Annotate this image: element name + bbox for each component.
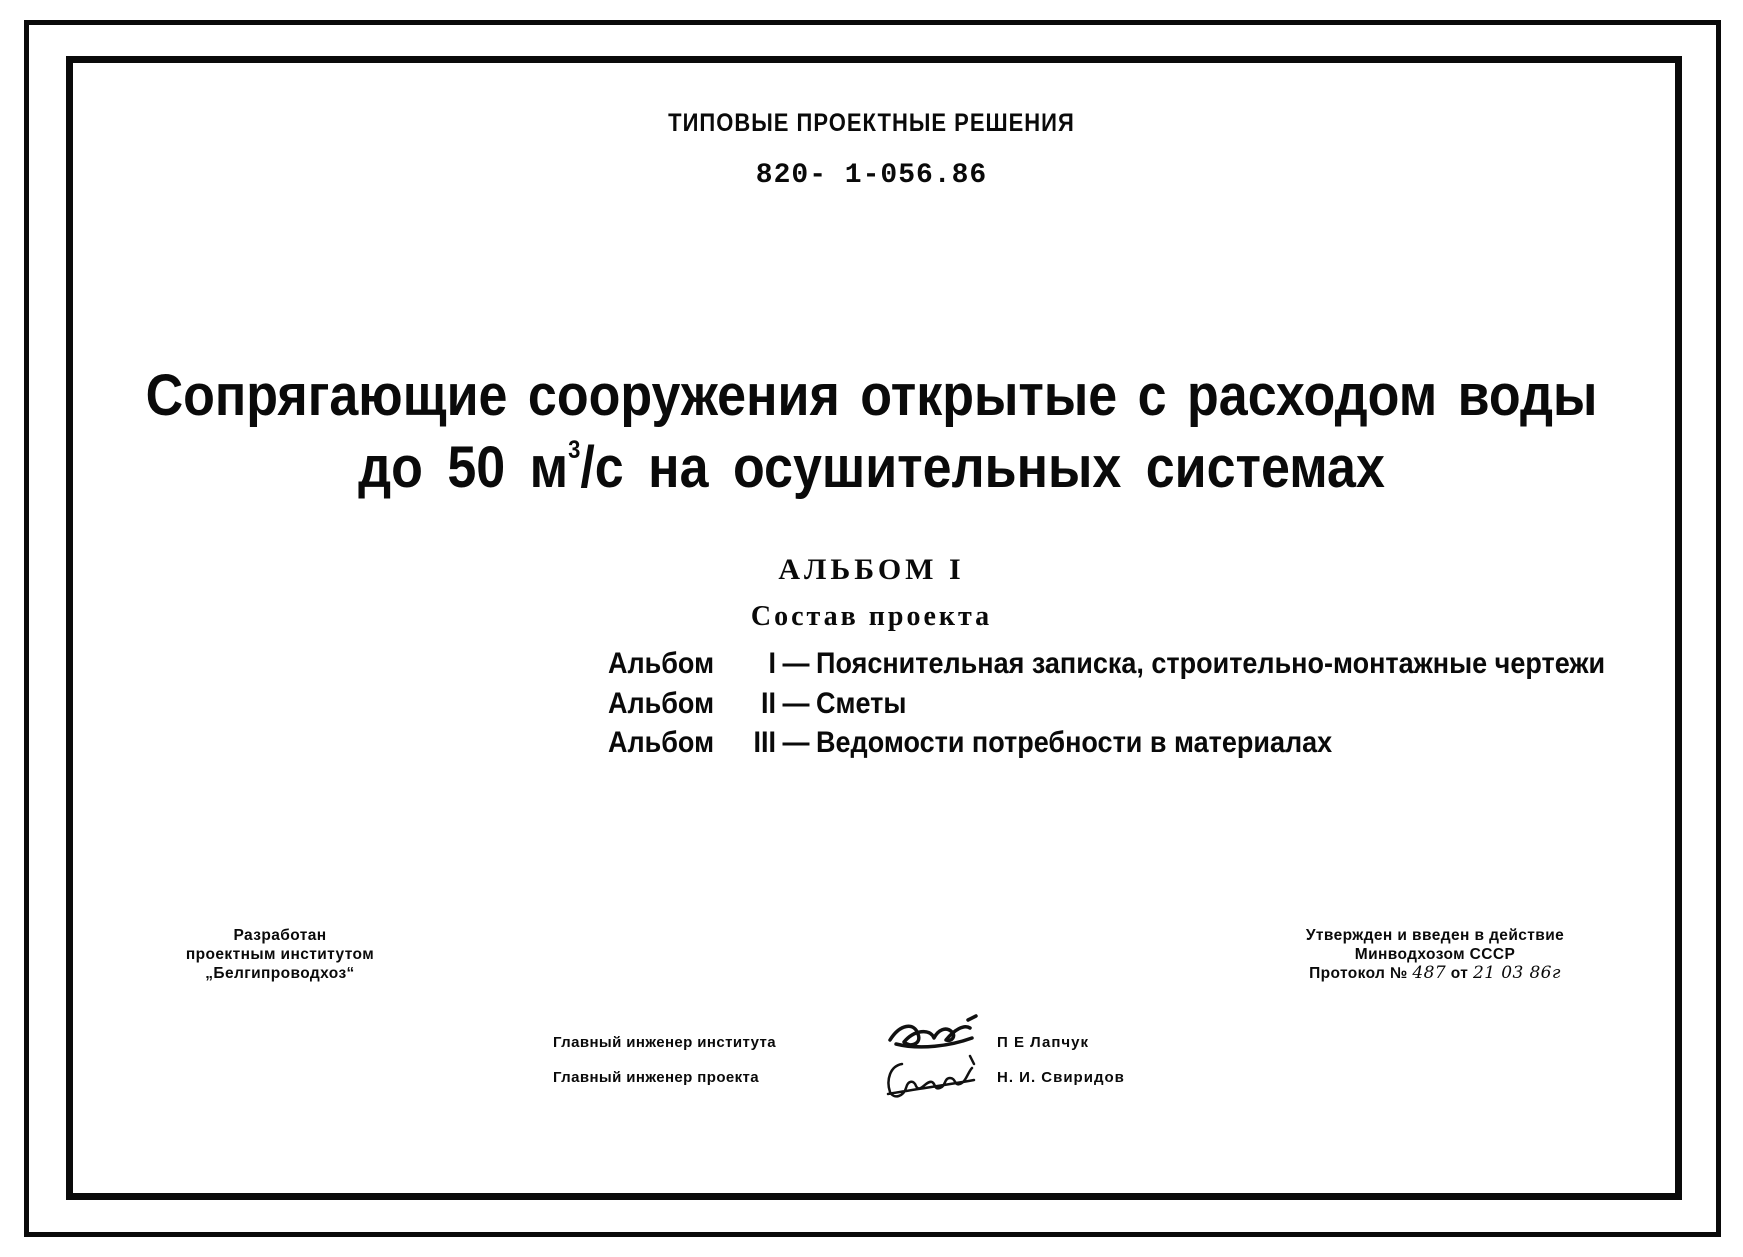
approval-line: Минводхозом СССР (1354, 946, 1516, 963)
album-prefix: Альбом (608, 686, 715, 720)
album-dash: — (782, 725, 810, 759)
album-number: III (753, 725, 777, 759)
developer-line: проектным институтом (185, 946, 375, 963)
approval-line: Утвержден и введен в действие (1305, 927, 1565, 944)
main-title-line-1: Сопрягающие сооружения открытые с расходом воды (145, 363, 1598, 429)
album-dash: — (782, 646, 810, 680)
approval-block (1270, 926, 1600, 983)
signature-role: Главный инженер института (553, 1034, 777, 1051)
signature-name: Н. И. Свиридов (997, 1069, 1125, 1086)
signature-role: Главный инженер проекта (553, 1069, 760, 1086)
main-title-line-2 (0, 434, 1743, 501)
protocol-date: 21 03 86г (1473, 963, 1561, 983)
developer-block (130, 926, 430, 983)
album-number: II (761, 686, 777, 720)
developer-institute: „Белгипроводхоз“ (205, 965, 355, 982)
project-code: 820- 1-056.86 (755, 160, 988, 191)
signature-2-image (880, 1050, 990, 1106)
album-list-item (608, 725, 1332, 759)
album-description: Ведомости потребности в материалах (816, 725, 1333, 759)
album-dash: — (782, 686, 810, 720)
title-prefix: до 50 м (358, 435, 569, 501)
composition-title: Состав проекта (750, 601, 993, 632)
album-list-item (608, 646, 1605, 680)
album-prefix: Альбом (608, 646, 715, 680)
album-number: I (768, 646, 777, 680)
series-title: ТИПОВЫЕ ПРОЕКТНЫЕ РЕШЕНИЯ (668, 108, 1075, 137)
cubic-superscript: 3 (568, 435, 581, 464)
album-description: Сметы (816, 686, 907, 720)
title-suffix: /с на осушительных системах (580, 435, 1385, 501)
album-description: Пояснительная записка, строительно-монтажные чертежи (816, 646, 1606, 680)
date-label: от (1450, 965, 1469, 982)
protocol-label: Протокол № (1309, 965, 1408, 982)
album-label: АЛЬБОМ I (778, 553, 965, 586)
developer-line: Разработан (233, 927, 327, 944)
protocol-line (1270, 964, 1600, 983)
protocol-number: 487 (1412, 963, 1447, 983)
album-list-item (608, 686, 906, 720)
album-prefix: Альбом (608, 725, 715, 759)
signature-name: П Е Лапчук (997, 1034, 1089, 1051)
